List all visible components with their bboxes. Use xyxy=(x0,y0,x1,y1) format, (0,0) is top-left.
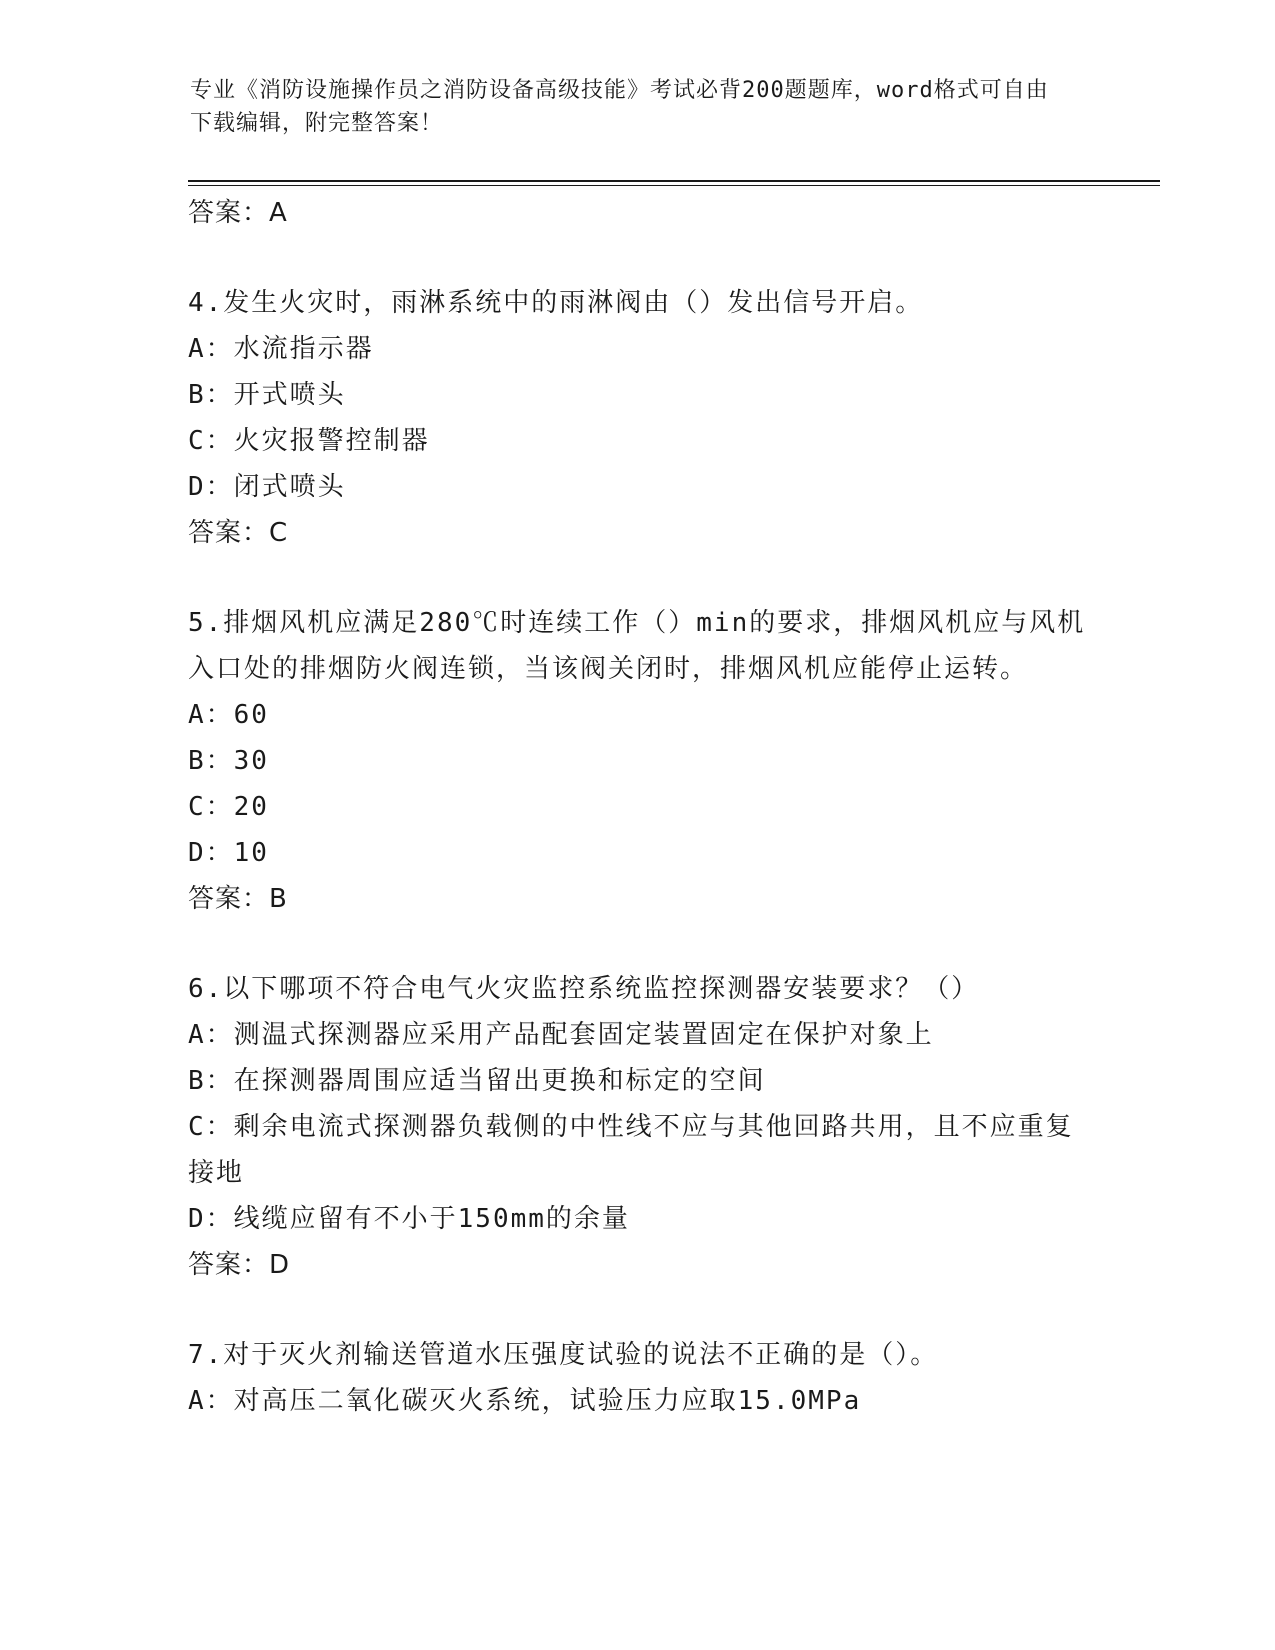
answer-line: 答案：D xyxy=(188,1250,291,1280)
question-5 xyxy=(188,600,1088,922)
option-c: C：剩余电流式探测器负载侧的中性线不应与其他回路共用，且不应重复接地 xyxy=(188,1112,1074,1188)
option-a: A：水流指示器 xyxy=(188,334,374,364)
question-list xyxy=(188,190,1088,1424)
option-a: A：60 xyxy=(188,700,269,730)
document-intro: 专业《消防设施操作员之消防设备高级技能》考试必背200题题库，word格式可自由下载编辑，附完整答案！ xyxy=(190,78,1049,136)
option-c: C：20 xyxy=(188,792,269,822)
question-6 xyxy=(188,966,1088,1288)
option-b: B：开式喷头 xyxy=(188,380,346,410)
option-c: C：火灾报警控制器 xyxy=(188,426,430,456)
answer-line: 答案：C xyxy=(188,518,289,548)
answer-line: 答案：A xyxy=(188,198,288,228)
question-stem: 6.以下哪项不符合电气火灾监控系统监控探测器安装要求？（） xyxy=(188,974,980,1004)
option-d: D：线缆应留有不小于150mm的余量 xyxy=(188,1204,630,1234)
answer-line: 答案：B xyxy=(188,884,288,914)
header-divider-thin xyxy=(188,185,1160,186)
question-7 xyxy=(188,1332,1088,1424)
question-4 xyxy=(188,280,1088,556)
question-stem: 5.排烟风机应满足280℃时连续工作（）min的要求，排烟风机应与风机入口处的排烟防火阀连锁，当该阀关闭时，排烟风机应能停止运转。 xyxy=(188,608,1086,684)
option-d: D：10 xyxy=(188,838,269,868)
option-b: B：30 xyxy=(188,746,269,776)
header-divider xyxy=(188,180,1160,182)
question-stem: 7.对于灭火剂输送管道水压强度试验的说法不正确的是（）。 xyxy=(188,1340,939,1370)
option-a: A：对高压二氧化碳灭火系统，试验压力应取15.0MPa xyxy=(188,1386,862,1416)
option-d: D：闭式喷头 xyxy=(188,472,346,502)
question-stem: 4.发生火灾时，雨淋系统中的雨淋阀由（）发出信号开启。 xyxy=(188,288,924,318)
option-a: A：测温式探测器应采用产品配套固定装置固定在保护对象上 xyxy=(188,1020,934,1050)
option-b: B：在探测器周围应适当留出更换和标定的空间 xyxy=(188,1066,766,1096)
